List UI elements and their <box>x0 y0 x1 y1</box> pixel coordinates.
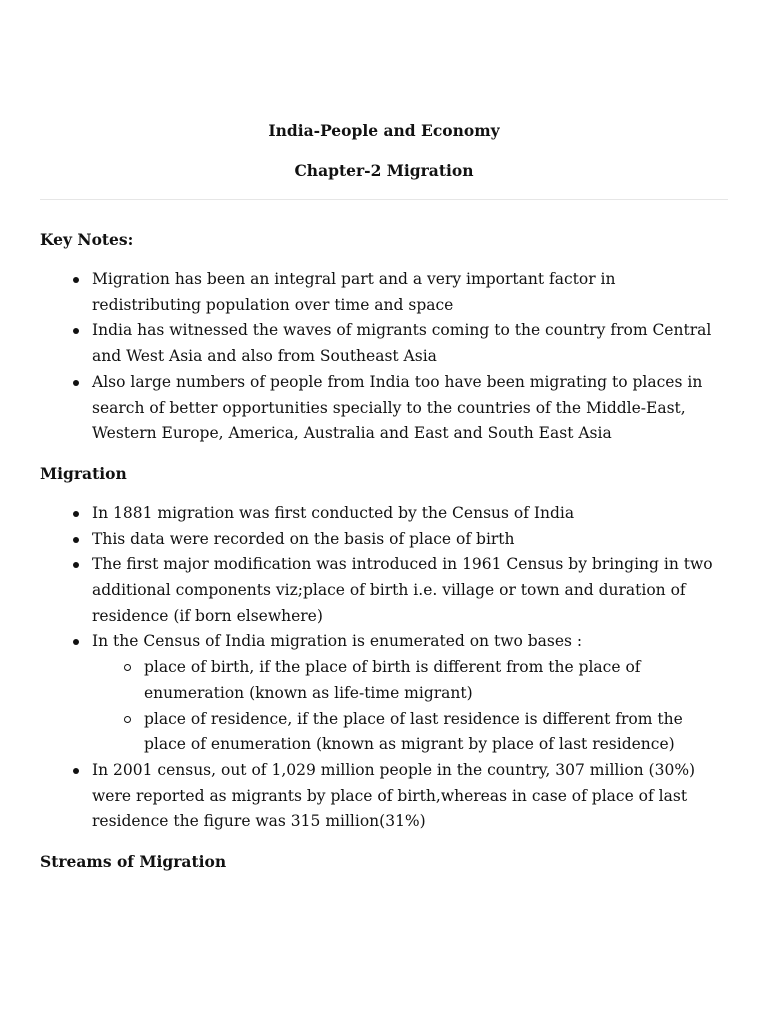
key-notes-heading: Key Notes: <box>40 230 134 249</box>
title-divider <box>40 199 728 200</box>
sublist-item: place of birth, if the place of birth is different from the place of enumeration (known as life-time migrant) <box>144 655 728 706</box>
sublist-item: place of residence, if the place of last residence is different from the place of enumeration (known as migrant by place of last residence) <box>144 707 728 758</box>
migration-list <box>40 501 728 835</box>
list-item: Migration has been an integral part and a very important factor in redistributing population over time and space <box>92 267 728 318</box>
chapter-title: Chapter-2 Migration <box>294 161 474 180</box>
bases-sublist <box>92 655 728 758</box>
list-item: This data were recorded on the basis of place of birth <box>92 527 728 553</box>
document-title: India-People and Economy <box>268 121 500 140</box>
key-notes-list <box>40 267 728 447</box>
list-item: In 1881 migration was first conducted by the Census of India <box>92 501 728 527</box>
list-item: Also large numbers of people from India too have been migrating to places in search of better opportunities specially to the countries of the Middle-East, Western Europe, America, Australia and East and South East Asia <box>92 370 728 447</box>
list-item: The first major modification was introduced in 1961 Census by bringing in two additional components viz;place of birth i.e. village or town and duration of residence (if born elsewhere) <box>92 552 728 629</box>
streams-heading: Streams of Migration <box>40 852 227 872</box>
list-item: In 2001 census, out of 1,029 million people in the country, 307 million (30%) were reported as migrants by place of birth,whereas in case of place of last residence the figure was 315 million(31%) <box>92 758 728 835</box>
migration-heading: Migration <box>40 463 127 483</box>
bases-intro: In the Census of India migration is enumerated on two bases : <box>92 632 583 651</box>
list-item-bases <box>92 629 728 758</box>
list-item: India has witnessed the waves of migrants coming to the country from Central and West Asia and also from Southeast Asia <box>92 318 728 369</box>
